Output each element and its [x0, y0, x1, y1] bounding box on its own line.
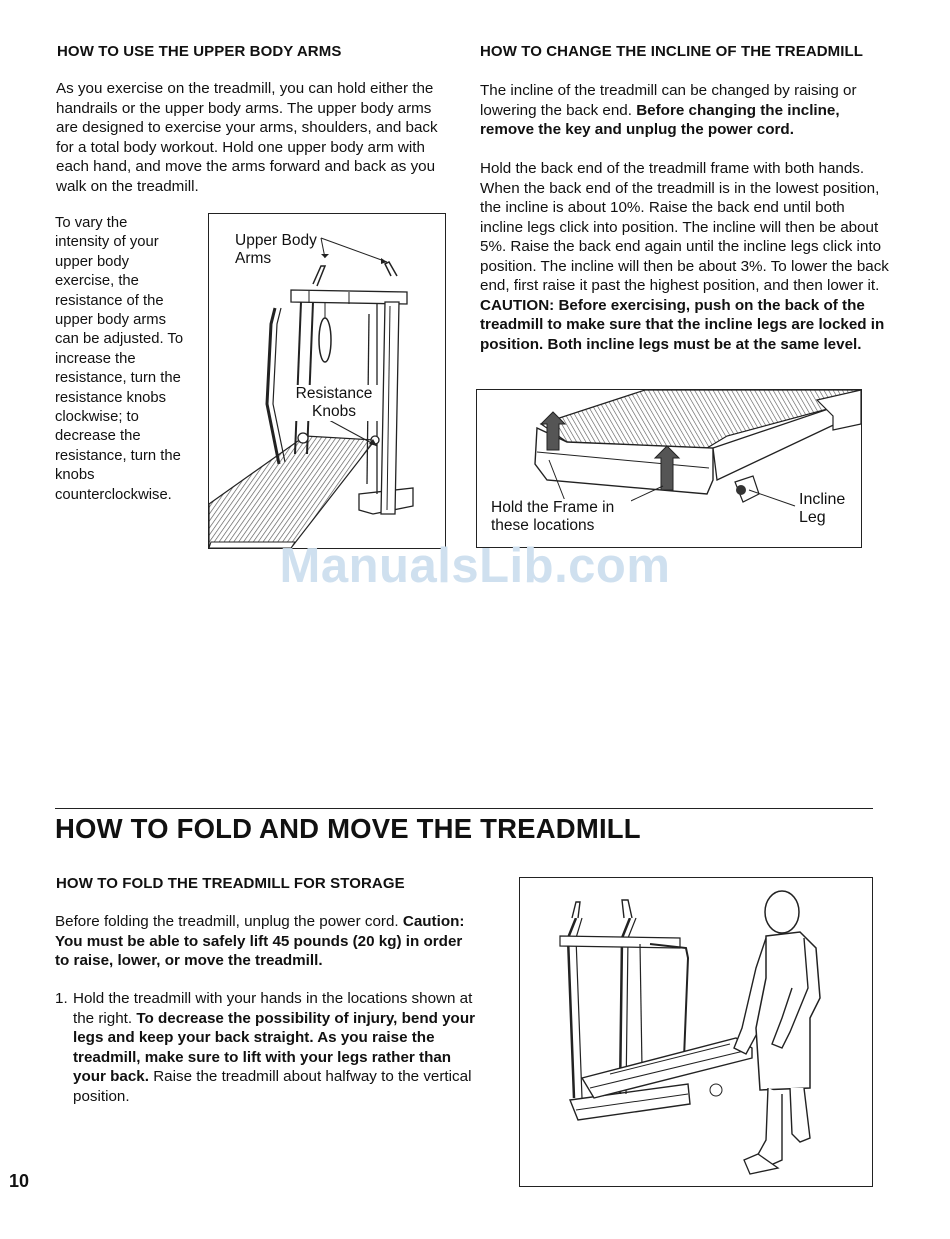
fold-caution: Caution: You must be able to safely lift 45 pounds (20 kg) in order to raise, lower, or move the treadmill.: [55, 913, 465, 969]
incline-intro-warning: Before changing the incline, remove the key and unplug the power cord.: [480, 101, 840, 138]
paragraph-incline-intro: [480, 81, 890, 140]
section-title-fold-move: HOW TO FOLD AND MOVE THE TREADMILL: [55, 813, 641, 844]
figure-folding-treadmill: [519, 877, 873, 1187]
page-number: 10: [9, 1171, 30, 1191]
label-incline-leg: Incline Leg: [799, 491, 846, 526]
person-lifting-treadmill-illustration: [520, 878, 872, 1186]
step-number: 1.: [55, 990, 68, 1007]
label-upper-body-arms: Upper Body Arms: [235, 232, 317, 267]
incline-intro-text: The incline of the treadmill can be changed by raising or lowering the back end.: [480, 82, 857, 119]
step-1-text-b: Raise the treadmill about halfway to the vertical position.: [73, 1068, 472, 1105]
figure-incline-frame: [476, 389, 862, 548]
paragraph-upper-body-arms-intro: As you exercise on the treadmill, you can hold either the handrails or the upper body arms. The upper body arms are designed to exercise your arms, shoulders, and back for a total body workout. Hold one upper body arm with each hand, and move the arms forward and back as you walk on the treadmill.: [56, 80, 438, 195]
step-1-text-a: Hold the treadmill with your hands in the locations shown at the right.: [73, 990, 473, 1027]
label-hold-frame: Hold the Frame in these locations: [491, 499, 631, 535]
heading-change-incline: HOW TO CHANGE THE INCLINE OF THE TREADMILL: [480, 43, 864, 60]
watermark: ManualsLib.com: [279, 539, 671, 593]
fold-intro-text: Before folding the treadmill, unplug the power cord.: [55, 913, 399, 930]
fold-step-1: [55, 989, 485, 1106]
step-1-warning: To decrease the possibility of injury, bend your legs and keep your back straight. As you raise the treadmill, make sure to lift with your legs rather than your back.: [73, 1009, 476, 1085]
section-divider: [55, 808, 873, 809]
heading-upper-body-arms: HOW TO USE THE UPPER BODY ARMS: [57, 43, 342, 60]
paragraph-incline-steps: [480, 159, 890, 354]
figure-upper-body-arms: [208, 213, 446, 549]
incline-steps-text: Hold the back end of the treadmill frame with both hands. When the back end of the treadmill is in the lowest position, the incline is about 10%. Raise the back end until both incline legs click into position. The incline will then be about 5%. Raise the back end again until the incline legs click into position. The incline will then be about 3%. To lower the back end, first raise it past the highest position, and then lower it.: [480, 160, 889, 294]
incline-caution: CAUTION: Before exercising, push on the back of the treadmill to make sure that the incline legs are locked in position. Both incline legs must be at the same level.: [480, 296, 885, 353]
heading-fold-storage: HOW TO FOLD THE TREADMILL FOR STORAGE: [56, 875, 405, 892]
paragraph-resistance-adjust: To vary the intensity of your upper body exercise, the resistance of the upper body arms can be adjusted. To increase the resistance, turn the resistance knobs clockwise; to decrease the resistance, turn the knobs counterclockwise.: [55, 215, 184, 503]
label-resistance-knobs: Resistance Knobs: [289, 385, 379, 421]
paragraph-fold-intro: [55, 912, 480, 971]
fold-steps-list: [55, 989, 485, 1106]
